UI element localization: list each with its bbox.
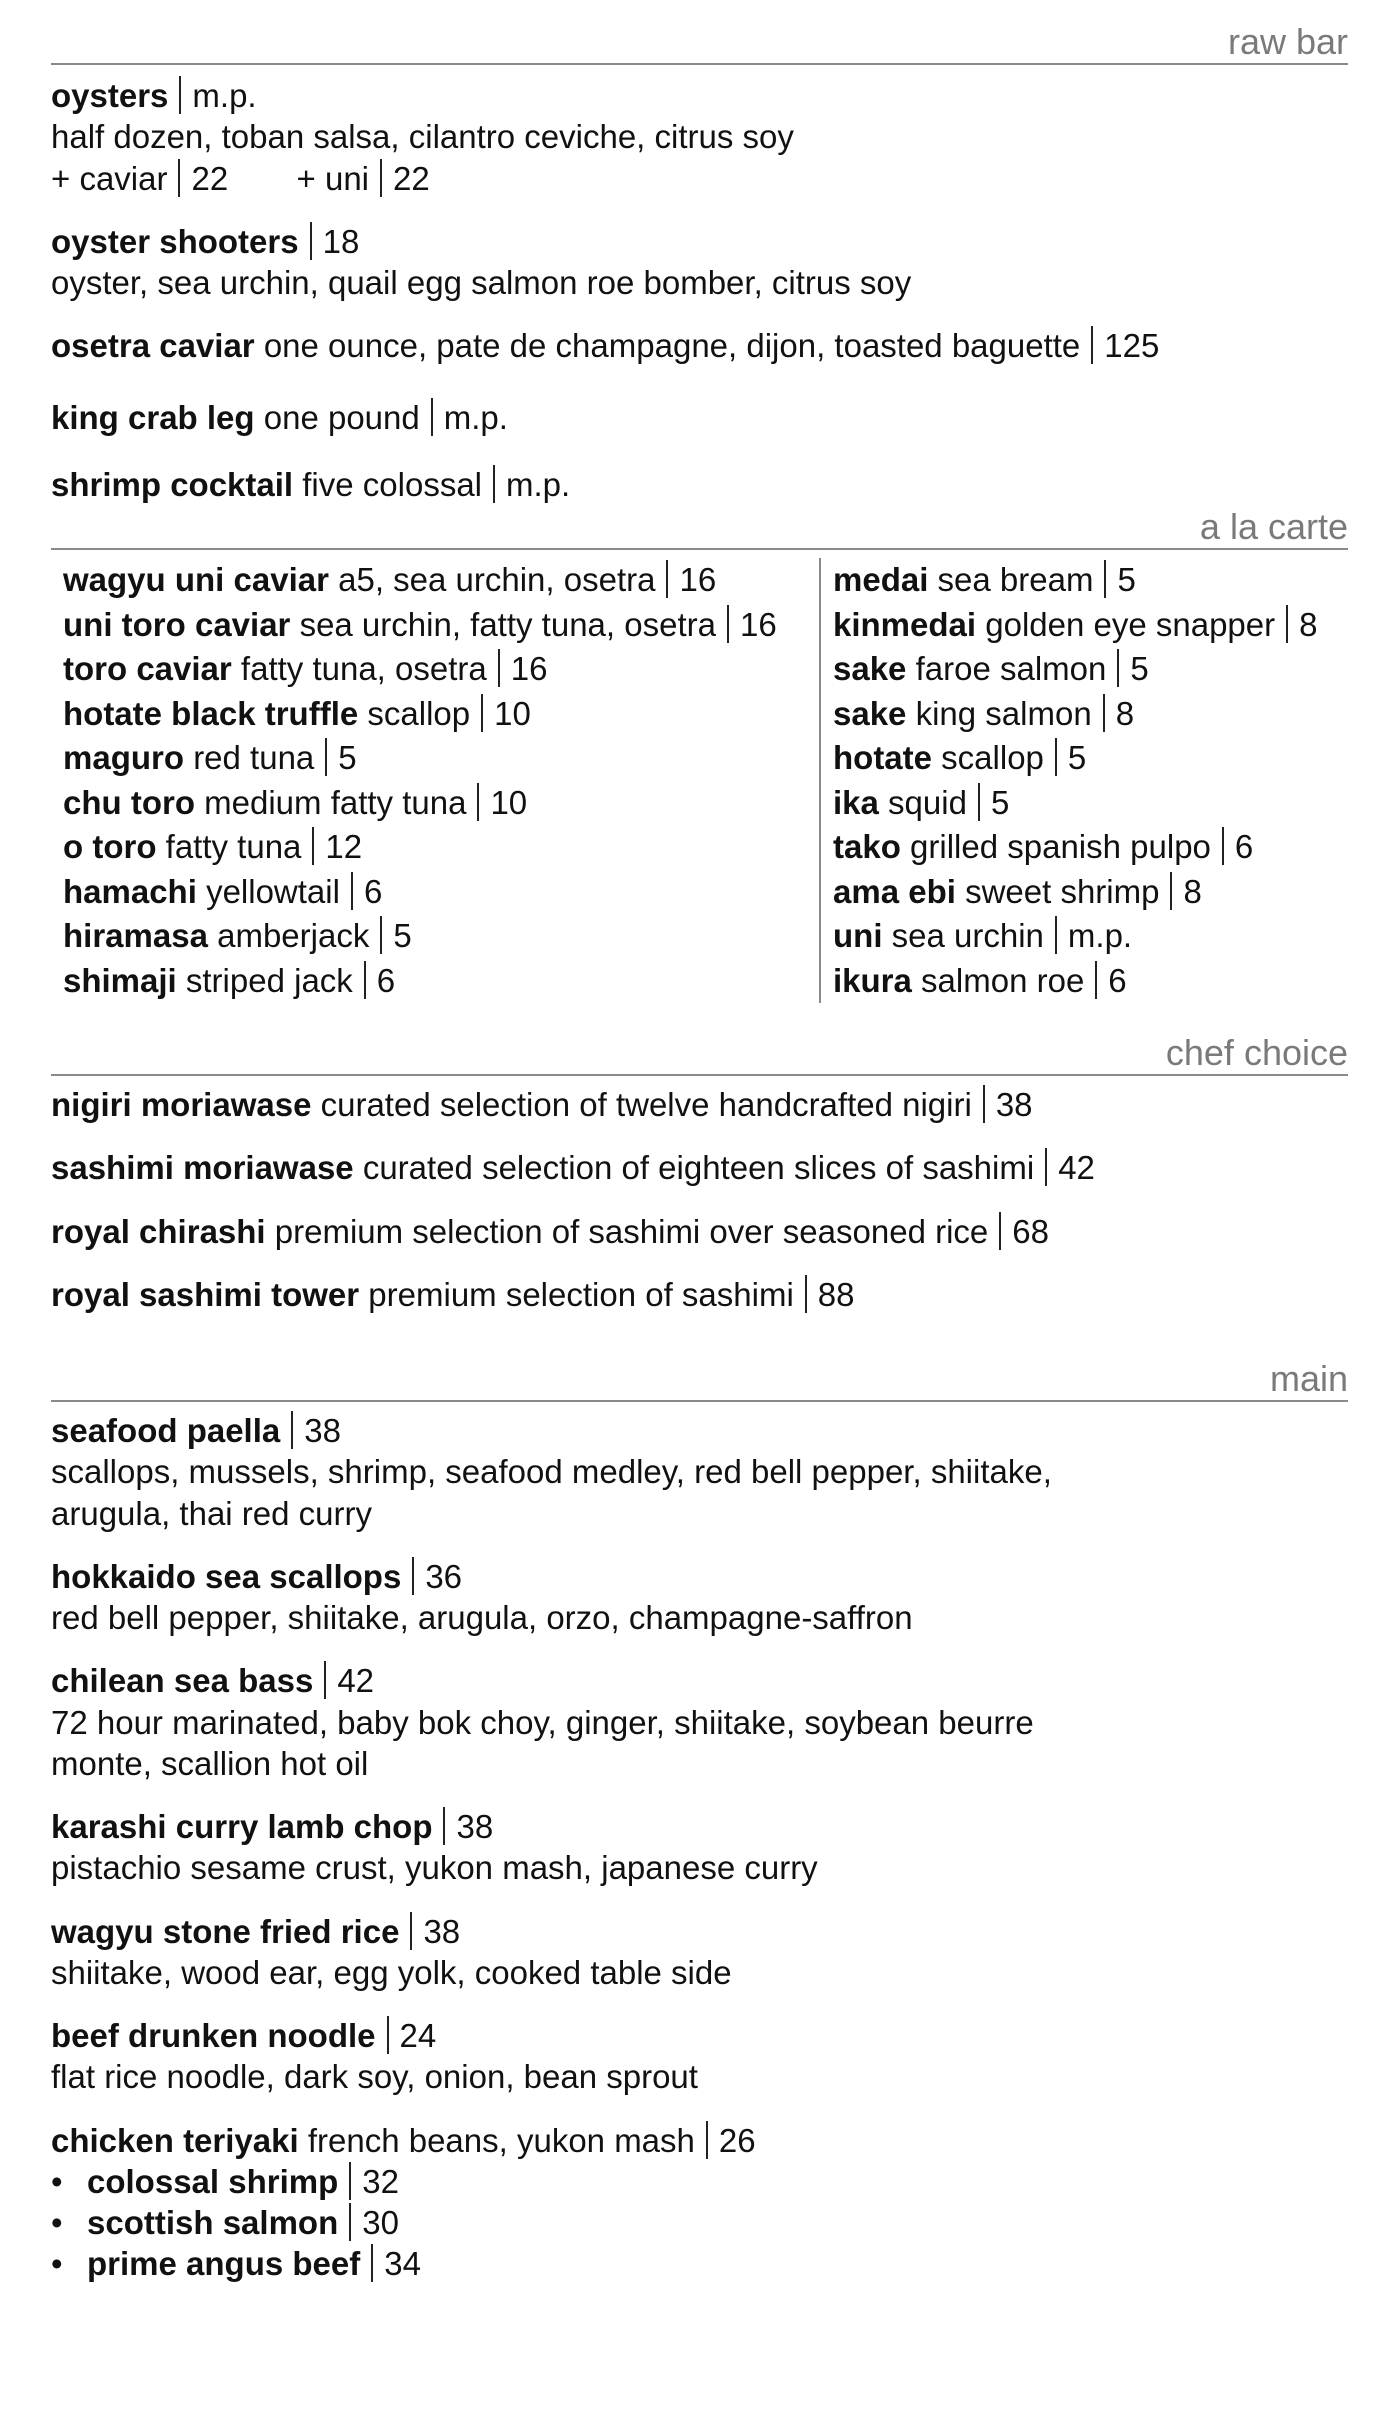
item-description: scallop xyxy=(367,694,471,732)
price-separator xyxy=(1055,738,1057,776)
menu-item-sashimi-moriawase xyxy=(51,1147,1348,1188)
price-separator xyxy=(412,1557,414,1595)
menu-item-oysters xyxy=(51,75,1348,199)
item-price: 125 xyxy=(1104,327,1160,365)
item-price: 6 xyxy=(363,872,383,910)
item-price: 5 xyxy=(1130,650,1149,687)
price-separator xyxy=(310,222,312,260)
item-description: shiitake, wood ear, egg yolk, cooked table side xyxy=(51,1953,732,1991)
price-separator xyxy=(291,1411,293,1449)
price-separator xyxy=(1045,1148,1047,1186)
item-price: 6 xyxy=(1234,828,1254,865)
item-price: 26 xyxy=(718,2121,756,2159)
item-price: m.p. xyxy=(192,77,257,114)
price-separator xyxy=(349,2162,351,2200)
item-name: medai xyxy=(833,561,929,598)
price-separator xyxy=(443,1807,445,1845)
item-price: 8 xyxy=(1299,605,1318,643)
item-name: maguro xyxy=(63,739,185,776)
item-price: m.p. xyxy=(443,398,508,436)
a-la-carte-item xyxy=(833,870,1348,915)
price-separator xyxy=(325,738,327,776)
menu-item-nigiri-moriawase xyxy=(51,1084,1348,1125)
price-separator xyxy=(178,159,180,197)
menu-item-beef-drunken-noodle xyxy=(51,2015,1348,2098)
item-price: 6 xyxy=(1108,961,1127,999)
item-name: kinmedai xyxy=(833,605,977,643)
price-separator xyxy=(364,961,366,999)
section-header-a-la-carte: a la carte xyxy=(51,509,1348,550)
item-price: 36 xyxy=(425,1557,463,1595)
item-description: amberjack xyxy=(217,917,370,954)
price-separator xyxy=(666,560,668,598)
option-name: scottish salmon xyxy=(87,2204,339,2241)
item-name: king crab leg xyxy=(51,398,255,436)
section-header-raw-bar: raw bar xyxy=(51,24,1348,65)
item-name: uni xyxy=(833,917,883,954)
a-la-carte-left-column xyxy=(51,558,821,1003)
item-name: royal chirashi xyxy=(51,1212,266,1250)
a-la-carte-item xyxy=(833,825,1348,870)
a-la-carte-item xyxy=(833,558,1348,603)
item-name: royal sashimi tower xyxy=(51,1275,360,1313)
price-separator xyxy=(493,465,495,503)
item-name: seafood paella xyxy=(51,1412,281,1449)
option-name: colossal shrimp xyxy=(87,2162,339,2200)
item-price: 42 xyxy=(1058,1149,1095,1187)
menu-item-karashi-curry-lamb-chop xyxy=(51,1806,1348,1889)
item-name: toro caviar xyxy=(63,650,232,687)
item-price: 68 xyxy=(1012,1212,1049,1250)
item-price: 6 xyxy=(376,961,396,999)
item-name: ama ebi xyxy=(833,872,956,910)
option-price: 34 xyxy=(384,2245,421,2283)
item-description: five colossal xyxy=(302,465,483,503)
item-price: 18 xyxy=(322,222,360,260)
item-name: sashimi moriawase xyxy=(51,1149,354,1187)
bullet-icon: • xyxy=(51,2204,63,2241)
option-item xyxy=(51,2243,1348,2284)
item-description: one ounce, pate de champagne, dijon, toasted baguette xyxy=(263,327,1081,365)
price-separator xyxy=(481,694,483,732)
item-price: 10 xyxy=(490,783,528,821)
option-price: 30 xyxy=(362,2204,399,2241)
item-price: 5 xyxy=(1117,561,1136,598)
addon-label: + uni xyxy=(296,159,370,197)
a-la-carte-columns xyxy=(51,558,1348,1003)
menu-item-osetra-caviar xyxy=(51,325,1348,366)
item-price: 5 xyxy=(1067,739,1087,776)
menu-item-hokkaido-sea-scallops xyxy=(51,1556,1348,1639)
a-la-carte-item xyxy=(833,692,1348,737)
price-separator xyxy=(179,76,181,114)
menu-item-king-crab-leg xyxy=(51,397,1348,438)
item-name: hiramasa xyxy=(63,917,208,954)
item-name: ika xyxy=(833,783,879,821)
option-price: 32 xyxy=(362,2162,399,2200)
price-separator xyxy=(1095,961,1097,999)
item-description: curated selection of eighteen slices of sashimi xyxy=(362,1149,1035,1187)
item-price: 38 xyxy=(304,1412,341,1449)
price-separator xyxy=(312,827,314,865)
item-name: oysters xyxy=(51,77,169,114)
item-description: salmon roe xyxy=(921,961,1085,999)
price-separator xyxy=(431,398,433,436)
item-description: grilled spanish pulpo xyxy=(910,828,1211,865)
price-separator xyxy=(1286,605,1288,643)
item-name: tako xyxy=(833,828,901,865)
menu-item-oyster-shooters xyxy=(51,221,1348,304)
item-name: oyster shooters xyxy=(51,222,299,260)
bullet-icon: • xyxy=(51,2162,63,2200)
item-description: premium selection of sashimi over seasoned rice xyxy=(274,1212,989,1250)
price-separator xyxy=(324,1661,326,1699)
item-name: shrimp cocktail xyxy=(51,465,294,503)
item-description: yellowtail xyxy=(206,872,340,910)
item-description: flat rice noodle, dark soy, onion, bean sprout xyxy=(51,2058,698,2096)
item-description: sea urchin xyxy=(891,917,1044,954)
bullet-icon: • xyxy=(51,2245,63,2283)
item-name: chicken teriyaki xyxy=(51,2121,299,2159)
item-price: m.p. xyxy=(1067,917,1133,954)
option-item xyxy=(51,2161,1348,2202)
price-separator xyxy=(410,1912,412,1950)
section-header-chef-choice: chef choice xyxy=(51,1035,1348,1076)
a-la-carte-item xyxy=(63,603,819,648)
a-la-carte-item xyxy=(63,692,819,737)
price-separator xyxy=(983,1085,985,1123)
item-name: nigiri moriawase xyxy=(51,1086,312,1123)
a-la-carte-item xyxy=(63,914,819,959)
a-la-carte-item xyxy=(833,959,1348,1004)
price-separator xyxy=(371,2244,373,2282)
item-price: 38 xyxy=(995,1086,1033,1123)
item-description: sea bream xyxy=(937,561,1094,598)
addon-price: 22 xyxy=(191,159,229,197)
a-la-carte-item xyxy=(63,959,819,1004)
item-name: o toro xyxy=(63,828,157,865)
item-description: striped jack xyxy=(185,961,353,999)
a-la-carte-item xyxy=(833,781,1348,826)
item-addons xyxy=(51,158,1348,199)
item-description: oyster, sea urchin, quail egg salmon roe bomber, citrus soy xyxy=(51,264,912,301)
price-separator xyxy=(1170,872,1172,910)
item-price: 5 xyxy=(990,783,1010,821)
a-la-carte-item xyxy=(63,781,819,826)
a-la-carte-item xyxy=(833,647,1348,692)
item-name: wagyu uni caviar xyxy=(63,561,329,598)
option-item xyxy=(51,2202,1348,2243)
item-description: medium fatty tuna xyxy=(204,783,467,821)
a-la-carte-item xyxy=(63,736,819,781)
addon-price: 22 xyxy=(393,159,430,197)
menu-page xyxy=(51,21,1348,2285)
price-separator xyxy=(380,159,382,197)
item-name: hokkaido sea scallops xyxy=(51,1557,402,1595)
item-price: 10 xyxy=(494,694,531,732)
item-name: beef drunken noodle xyxy=(51,2017,376,2054)
item-description: squid xyxy=(888,783,967,821)
item-name: sake xyxy=(833,650,907,687)
item-description: premium selection of sashimi xyxy=(368,1275,794,1313)
a-la-carte-right-column xyxy=(821,558,1348,1003)
item-description: pistachio sesame crust, yukon mash, japanese curry xyxy=(51,1849,818,1887)
item-price: 38 xyxy=(456,1808,494,1845)
menu-item-chicken-teriyaki xyxy=(51,2120,1348,2285)
item-description: red bell pepper, shiitake, arugula, orzo, champagne-saffron xyxy=(51,1599,913,1636)
a-la-carte-item xyxy=(833,914,1348,959)
price-separator xyxy=(1055,916,1057,954)
item-description: sweet shrimp xyxy=(965,872,1160,910)
price-separator xyxy=(351,872,353,910)
item-description: king salmon xyxy=(915,694,1092,732)
price-separator xyxy=(477,783,479,821)
a-la-carte-item xyxy=(833,603,1348,648)
item-price: 16 xyxy=(739,605,777,643)
a-la-carte-item xyxy=(63,558,819,603)
item-description: a5, sea urchin, osetra xyxy=(338,561,656,598)
price-separator xyxy=(978,783,980,821)
section-header-main: main xyxy=(51,1361,1348,1402)
menu-item-royal-chirashi xyxy=(51,1211,1348,1252)
a-la-carte-item xyxy=(63,825,819,870)
item-description: half dozen, toban salsa, cilantro ceviche, citrus soy xyxy=(51,118,794,156)
item-name: uni toro caviar xyxy=(63,605,291,643)
item-price: 38 xyxy=(423,1912,461,1950)
item-name: shimaji xyxy=(63,961,177,999)
item-description: arugula, thai red curry xyxy=(51,1494,372,1532)
a-la-carte-item xyxy=(63,870,819,915)
item-price: 42 xyxy=(337,1662,375,1700)
item-description: fatty tuna, osetra xyxy=(240,650,487,687)
item-price: 5 xyxy=(393,917,412,954)
menu-item-chilean-sea-bass xyxy=(51,1660,1348,1784)
item-name: karashi curry lamb chop xyxy=(51,1808,433,1845)
item-name: chilean sea bass xyxy=(51,1662,314,1700)
menu-item-royal-sashimi-tower xyxy=(51,1274,1348,1315)
item-name: hotate xyxy=(833,739,932,776)
menu-item-seafood-paella xyxy=(51,1410,1348,1534)
item-description: one pound xyxy=(263,398,420,436)
price-separator xyxy=(1103,694,1105,732)
price-separator xyxy=(999,1212,1001,1250)
item-description: red tuna xyxy=(193,739,315,776)
item-price: 16 xyxy=(679,561,717,598)
item-price: 16 xyxy=(510,650,548,687)
item-name: osetra caviar xyxy=(51,327,255,365)
item-name: ikura xyxy=(833,961,912,999)
price-separator xyxy=(1222,827,1224,865)
item-description: french beans, yukon mash xyxy=(307,2121,695,2159)
price-separator xyxy=(380,916,382,954)
item-price: 12 xyxy=(325,828,363,865)
item-price: 5 xyxy=(338,739,357,776)
price-separator xyxy=(1091,326,1093,364)
item-description: 72 hour marinated, baby bok choy, ginger, shiitake, soybean beurre xyxy=(51,1703,1034,1741)
item-description: scallops, mussels, shrimp, seafood medley, red bell pepper, shiitake, xyxy=(51,1453,1052,1491)
price-separator xyxy=(1104,560,1106,598)
item-description: faroe salmon xyxy=(915,650,1107,687)
item-description: curated selection of twelve handcrafted nigiri xyxy=(320,1086,972,1123)
item-name: sake xyxy=(833,694,907,732)
item-name: wagyu stone fried rice xyxy=(51,1912,400,1950)
price-separator xyxy=(805,1275,807,1313)
item-price: 24 xyxy=(399,2017,437,2054)
item-description: golden eye snapper xyxy=(985,605,1276,643)
item-price: m.p. xyxy=(506,465,571,503)
item-name: hotate black truffle xyxy=(63,694,359,732)
menu-item-shrimp-cocktail xyxy=(51,464,1348,505)
item-description: sea urchin, fatty tuna, osetra xyxy=(299,605,716,643)
item-name: chu toro xyxy=(63,783,195,821)
a-la-carte-item xyxy=(63,647,819,692)
item-name: hamachi xyxy=(63,872,197,910)
price-separator xyxy=(706,2121,708,2159)
item-price: 88 xyxy=(817,1275,855,1313)
item-price: 8 xyxy=(1183,872,1202,910)
price-separator xyxy=(1117,649,1119,687)
item-description: monte, scallion hot oil xyxy=(51,1744,369,1782)
addon-label: + caviar xyxy=(51,159,168,197)
option-name: prime angus beef xyxy=(87,2245,361,2283)
item-price: 8 xyxy=(1115,694,1135,732)
price-separator xyxy=(727,605,729,643)
price-separator xyxy=(349,2203,351,2241)
a-la-carte-item xyxy=(833,736,1348,781)
item-description: fatty tuna xyxy=(165,828,302,865)
price-separator xyxy=(498,649,500,687)
price-separator xyxy=(387,2016,389,2054)
item-description: scallop xyxy=(941,739,1044,776)
menu-item-wagyu-stone-fried-rice xyxy=(51,1911,1348,1994)
